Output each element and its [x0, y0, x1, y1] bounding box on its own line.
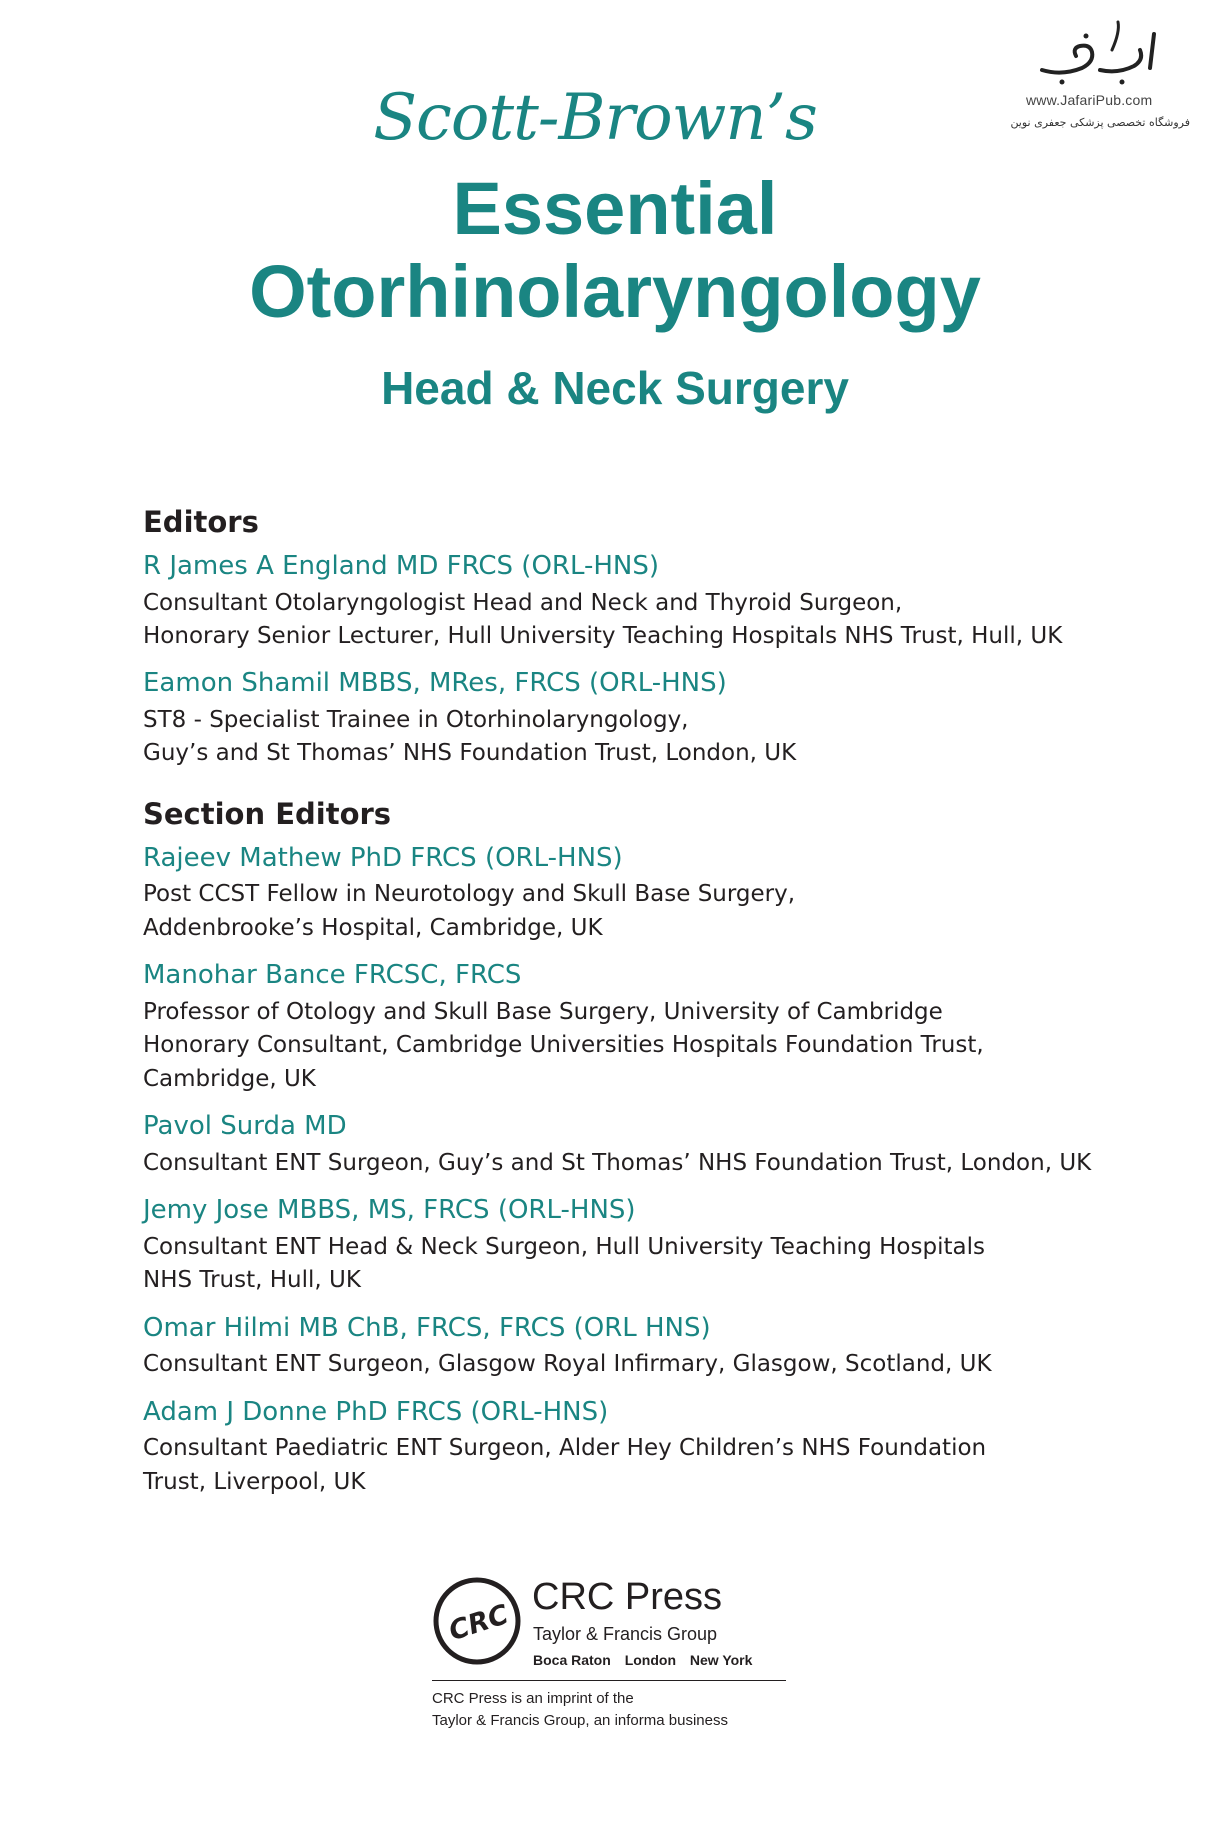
affiliation-line: Guy’s and St Thomas’ NHS Foundation Trust, London, UK	[143, 740, 797, 767]
section-editor-entry	[143, 842, 1123, 945]
affiliation-line: Addenbrooke’s Hospital, Cambridge, UK	[143, 914, 603, 941]
editors-content	[143, 505, 1123, 1513]
affiliation-line: Honorary Consultant, Cambridge Universities Hospitals Foundation Trust,	[143, 1032, 984, 1059]
publisher-name: CRC Press	[532, 1576, 723, 1618]
affiliation-line: Professor of Otology and Skull Base Surgery, University of Cambridge	[143, 998, 943, 1025]
title-script: Scott-Brown’s	[373, 81, 817, 155]
affiliation-line: NHS Trust, Hull, UK	[143, 1267, 361, 1294]
city: Boca Raton	[533, 1652, 611, 1668]
svg-text:CRC: CRC	[445, 1598, 513, 1648]
section-editor-name: Manohar Bance FRCSC, FRCS	[143, 960, 522, 991]
affiliation-line: Consultant Otolaryngologist Head and Neck and Thyroid Surgeon,	[143, 589, 903, 616]
affiliation-line: Honorary Senior Lecturer, Hull University Teaching Hospitals NHS Trust, Hull, UK	[143, 622, 1063, 649]
section-editor-affiliation	[143, 878, 1123, 945]
affiliation-line: Consultant ENT Surgeon, Guy’s and St Thomas’ NHS Foundation Trust, London, UK	[143, 1149, 1092, 1176]
section-editor-affiliation	[143, 1147, 1123, 1180]
section-editor-entry	[143, 959, 1123, 1096]
title-line-2: Otorhinolaryngology	[249, 250, 981, 333]
editors-heading: Editors	[143, 505, 259, 539]
publisher-block	[432, 1576, 792, 1736]
affiliation-line: Post CCST Fellow in Neurotology and Skull Base Surgery,	[143, 881, 796, 908]
section-editor-entry	[143, 1194, 1123, 1297]
section-editors-heading: Section Editors	[143, 796, 392, 831]
section-editor-entry	[143, 1110, 1123, 1180]
editor-affiliation	[143, 704, 1123, 771]
section-editor-name: Pavol Surda MD	[143, 1110, 347, 1141]
title-line-1: Essential	[452, 167, 778, 250]
publisher-divider	[432, 1680, 786, 1681]
editor-affiliation	[143, 587, 1123, 654]
section-editor-name: Adam J Donne PhD FRCS (ORL-HNS)	[143, 1396, 609, 1427]
affiliation-line: Consultant ENT Surgeon, Glasgow Royal Infirmary, Glasgow, Scotland, UK	[143, 1351, 992, 1378]
section-editor-affiliation	[143, 996, 1123, 1096]
watermark-persian-text: فروشگاه تخصصی پزشکی جعفری نوین	[1010, 116, 1190, 129]
imprint-line: Taylor & Francis Group, an informa business	[432, 1711, 728, 1729]
editor-name: R James A England MD FRCS (ORL-HNS)	[143, 550, 660, 581]
publisher-cities	[533, 1652, 762, 1668]
city: New York	[689, 1652, 753, 1668]
imprint-line: CRC Press is an imprint of the	[432, 1690, 634, 1707]
section-editor-entry	[143, 1312, 1123, 1382]
section-editor-entry	[143, 1396, 1123, 1499]
city: London	[624, 1652, 676, 1668]
affiliation-line: Cambridge, UK	[143, 1065, 316, 1092]
editor-name: Eamon Shamil MBBS, MRes, FRCS (ORL-HNS)	[143, 668, 727, 699]
crc-press-logo-icon	[432, 1576, 522, 1666]
section-editor-name: Jemy Jose MBBS, MS, FRCS (ORL-HNS)	[143, 1195, 636, 1226]
editor-entry	[143, 667, 1123, 770]
editor-entry	[143, 550, 1123, 653]
watermark-url: www.JafariPub.com	[1026, 92, 1153, 108]
section-editor-affiliation	[143, 1432, 1123, 1499]
affiliation-line: ST8 - Specialist Trainee in Otorhinolaryngology,	[143, 707, 689, 734]
section-editor-name: Rajeev Mathew PhD FRCS (ORL-HNS)	[143, 842, 623, 873]
affiliation-line: Consultant ENT Head & Neck Surgeon, Hull University Teaching Hospitals	[143, 1233, 985, 1260]
section-editor-name: Omar Hilmi MB ChB, FRCS, FRCS (ORL HNS)	[143, 1312, 711, 1343]
calligraphy-logo-icon	[1022, 18, 1172, 88]
watermark	[1000, 18, 1200, 148]
affiliation-line: Trust, Liverpool, UK	[143, 1468, 366, 1495]
subtitle: Head & Neck Surgery	[381, 362, 849, 414]
affiliation-line: Consultant Paediatric ENT Surgeon, Alder Hey Children’s NHS Foundation	[143, 1435, 987, 1462]
publisher-imprint	[432, 1688, 728, 1732]
section-editor-affiliation	[143, 1231, 1123, 1298]
publisher-group: Taylor & Francis Group	[533, 1624, 718, 1644]
section-editor-affiliation	[143, 1348, 1123, 1381]
